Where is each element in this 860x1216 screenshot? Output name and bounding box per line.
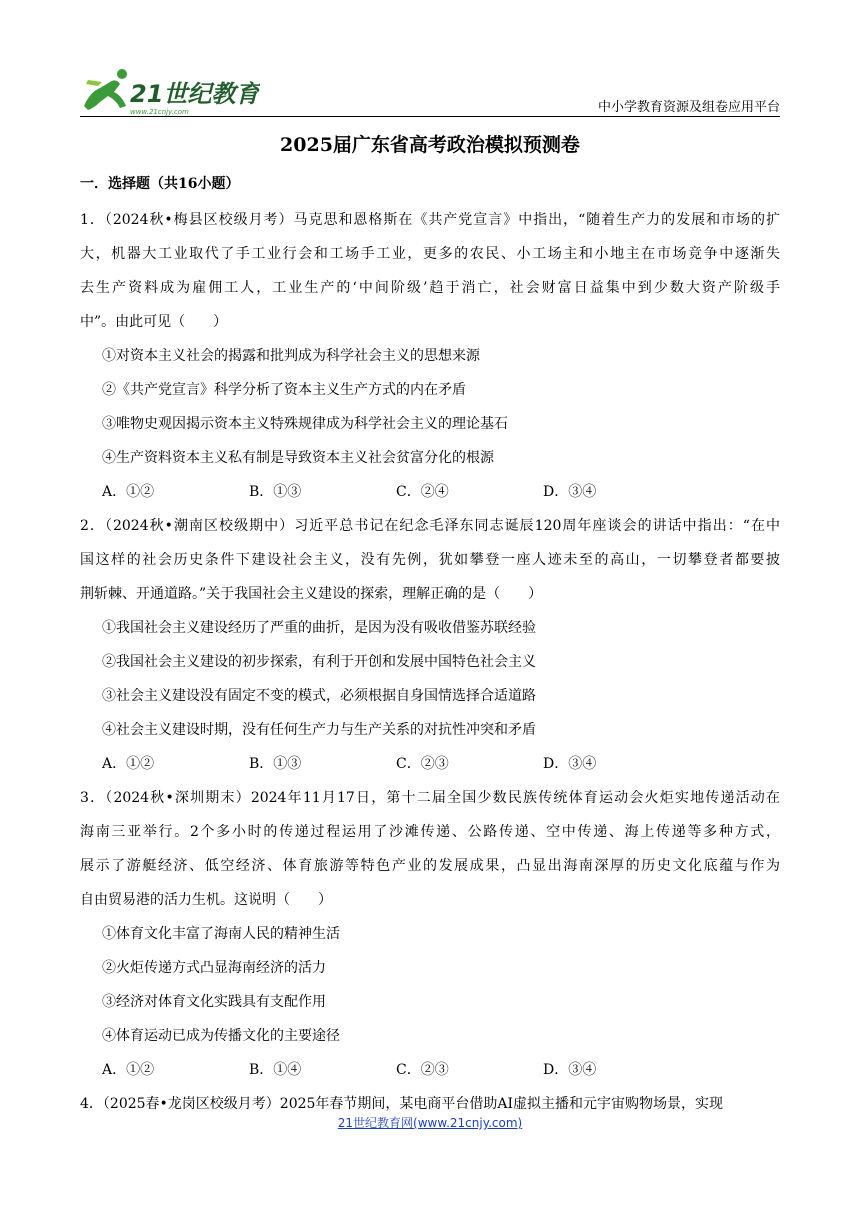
svg-text:www.21cnjy.com: www.21cnjy.com xyxy=(130,108,189,116)
svg-text:21世纪教育: 21世纪教育 xyxy=(130,80,260,108)
page-title: 2025届广东省高考政治模拟预测卷 xyxy=(280,134,580,156)
answer-option[interactable]: A．①② xyxy=(102,1062,155,1078)
answer-options xyxy=(80,747,780,781)
answer-options xyxy=(80,475,780,509)
question-stem-line: 展示了游艇经济、低空经济、体育旅游等特色产业的发展成果，凸显出海南深厚的历史文化底蕴与作为 xyxy=(80,858,780,874)
answer-option[interactable]: D．③④ xyxy=(543,756,597,772)
question-stem-line: 荆斩棘、开通道路。”关于我国社会主义建设的探索，理解正确的是（ ） xyxy=(80,586,543,602)
answer-option[interactable]: C．②③ xyxy=(396,1062,449,1078)
answer-option[interactable]: B．①④ xyxy=(249,1062,302,1078)
footer-link[interactable]: 21世纪教育网(www.21cnjy.com) xyxy=(337,1116,523,1130)
answer-option[interactable]: C．②③ xyxy=(396,756,449,772)
header-divider xyxy=(80,116,780,117)
statement-item: ③唯物史观因揭示资本主义特殊规律成为科学社会主义的理论基石 xyxy=(102,416,508,432)
question-stem-line: 3．（2024秋•深圳期末）2024年11月17日，第十二届全国少数民族传统体育运动会火炬实地传递活动在 xyxy=(80,790,780,806)
section-heading: 一．选择题（共16小题） xyxy=(80,176,240,192)
question-stem-line: 海南三亚举行。2个多小时的传递过程运用了沙滩传递、公路传递、空中传递、海上传递等多种方式， xyxy=(80,824,780,840)
answer-option[interactable]: B．①③ xyxy=(249,756,302,772)
statement-item: ④社会主义建设时期，没有任何生产力与生产关系的对抗性冲突和矛盾 xyxy=(102,722,536,738)
runner-logo-icon xyxy=(80,62,260,118)
answer-option[interactable]: C．②④ xyxy=(396,484,449,500)
answer-option[interactable]: A．①② xyxy=(102,484,155,500)
page-header xyxy=(80,62,780,118)
question xyxy=(80,203,780,509)
question xyxy=(80,781,780,1087)
question xyxy=(80,509,780,781)
question-stem-line: 2．（2024秋•潮南区校级期中）习近平总书记在纪念毛泽东同志诞辰120周年座谈会的讲话中指出：“在中 xyxy=(80,518,780,534)
answer-option[interactable]: B．①③ xyxy=(249,484,302,500)
question-stem-line: 4．（2025春•龙岗区校级月考）2025年春节期间，某电商平台借助AI虚拟主播和元宇宙购物场景，实现 xyxy=(80,1096,724,1112)
statement-item: ④生产资料资本主义私有制是导致资本主义社会贫富分化的根源 xyxy=(102,450,494,466)
statement-item: ②火炬传递方式凸显海南经济的活力 xyxy=(102,960,326,976)
statement-item: ①体育文化丰富了海南人民的精神生活 xyxy=(102,926,340,942)
answer-option[interactable]: D．③④ xyxy=(543,484,597,500)
question-stem-line: 去生产资料成为雇佣工人，工业生产的‘中间阶级’趋于消亡，社会财富日益集中到少数大资产阶级手 xyxy=(80,280,780,296)
statement-item: ①我国社会主义建设经历了严重的曲折，是因为没有吸收借鉴苏联经验 xyxy=(102,620,536,636)
platform-name: 中小学教育资源及组卷应用平台 xyxy=(597,100,780,115)
question-stem-line: 中”。由此可见（ ） xyxy=(80,314,228,330)
question-stem-line: 自由贸易港的活力生机。这说明（ ） xyxy=(80,892,332,908)
answer-options xyxy=(80,1053,780,1087)
statement-item: ④体育运动已成为传播文化的主要途径 xyxy=(102,1028,340,1044)
answer-option[interactable]: A．①② xyxy=(102,756,155,772)
question-stem-line: 大，机器大工业取代了手工业行会和工场手工业，更多的农民、小工场主和小地主在市场竞争中逐渐失 xyxy=(80,246,780,262)
question-list xyxy=(80,203,780,1121)
answer-option[interactable]: D．③④ xyxy=(543,1062,597,1078)
statement-item: ③社会主义建设没有固定不变的模式，必须根据自身国情选择合适道路 xyxy=(102,688,536,704)
question-stem-line: 1．（2024秋•梅县区校级月考）马克思和恩格斯在《共产党宣言》中指出，“随着生产力的发展和市场的扩 xyxy=(80,212,780,228)
statement-item: ③经济对体育文化实践具有支配作用 xyxy=(102,994,326,1010)
logo xyxy=(80,62,260,118)
statement-item: ②我国社会主义建设的初步探索，有利于开创和发展中国特色社会主义 xyxy=(102,654,536,670)
statement-item: ①对资本主义社会的揭露和批判成为科学社会主义的思想来源 xyxy=(102,348,480,364)
question-stem-line: 国这样的社会历史条件下建设社会主义，没有先例，犹如攀登一座人迹未至的高山，一切攀登者都要披 xyxy=(80,552,780,568)
statement-item: ②《共产党宣言》科学分析了资本主义生产方式的内在矛盾 xyxy=(102,382,466,398)
